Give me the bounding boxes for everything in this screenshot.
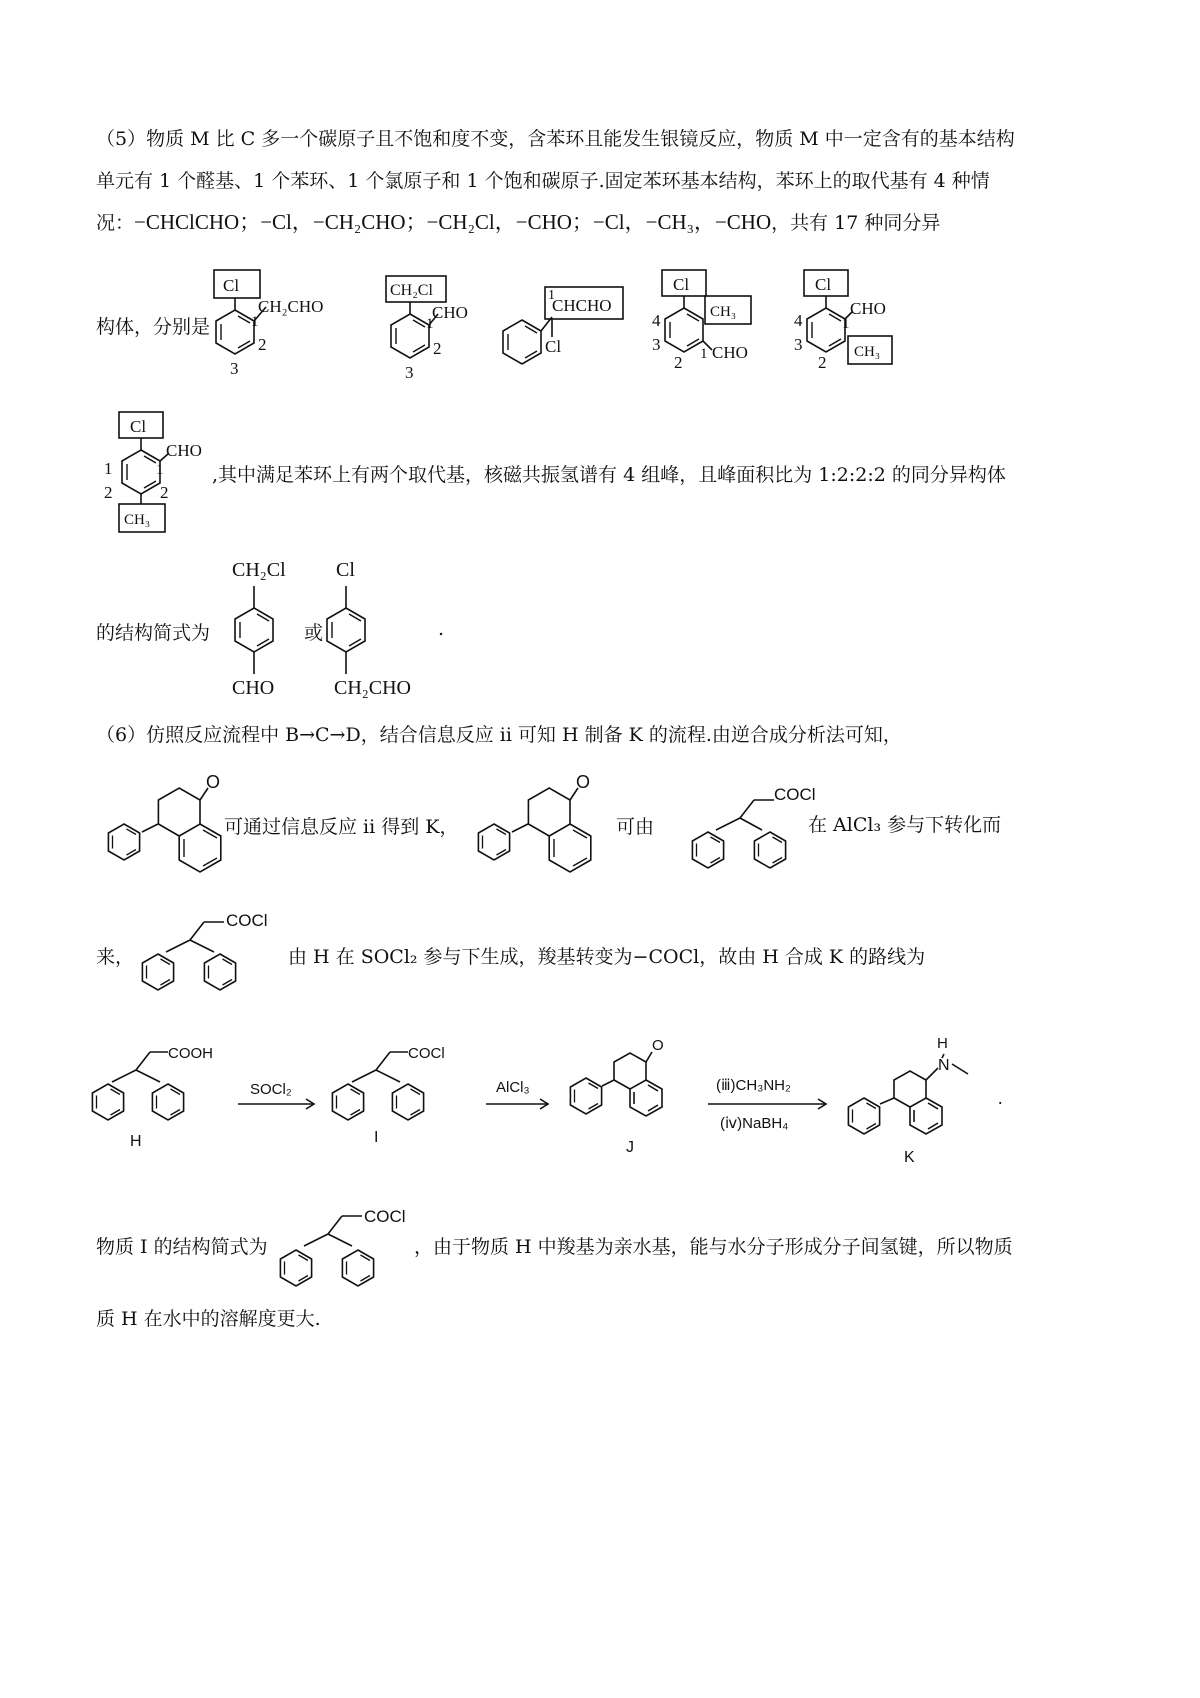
label-i: I [374,1129,379,1146]
answer-structures [216,550,456,710]
label-h: H [130,1133,142,1150]
o-3: O [652,1037,664,1054]
final-line2: 质 H 在水中的溶解度更大. [96,1308,321,1330]
s3-cl: Cl [545,337,562,356]
cooh: COOH [168,1045,213,1062]
text-d: 由 H 在 SOCl₂ 参与下生成，羧基转变为−COCl，故由 H 合成 K 的路线为 [288,946,926,968]
isomer-structure-4 [652,270,751,372]
isomer-structures-row [200,262,1060,386]
text-a: 可通过信息反应 ii 得到 K， [224,816,459,838]
label-j: J [626,1139,634,1156]
s5-box1: Cl [815,275,832,294]
s6-box1: Cl [130,417,147,436]
scheme-end: . [998,1088,1003,1108]
a1-bottom: CHO [232,677,275,699]
o-1: O [206,772,221,792]
text-d-prefix: 来， [96,946,135,968]
s6-box2: CH₃ [124,512,151,528]
step2-reagent: AlCl₃ [496,1079,530,1096]
s4-box2: CH₃ [710,304,737,320]
final-prefix: 物质 I 的结构简式为 [96,1236,268,1258]
s3-n1: 1 [548,288,555,303]
s5-n3: 3 [794,335,803,354]
s1-n3: 3 [230,359,239,378]
a2-top: Cl [336,559,355,581]
s6-n2: 2 [104,483,113,502]
text-c: 在 AlCl₃ 参与下转化而 [808,814,1002,836]
s4-n1: 1 [700,346,708,362]
s4-n2: 2 [674,353,683,372]
answer-structure-1 [232,559,286,699]
compound-i [332,1045,444,1146]
tetralone-structure-1 [108,772,220,872]
compound-j [570,1037,663,1156]
step3-reagent-a: (ⅲ)CH₃NH₂ [716,1077,791,1094]
compound-h [92,1045,213,1150]
s2-n2: 2 [433,339,442,358]
s6-n1b: 1 [156,462,164,478]
a2-bottom: CH₂CHO [334,677,411,699]
s1-sub-text: CH₂CHO [258,297,324,316]
substituent-formulas: −CHClCHO；−Cl，−CH₂CHO；−CH₂Cl，−CHO；−Cl，−CH₃，−CHO [134,210,772,234]
isomer-structure-1 [214,270,323,378]
isomer-structure-6 [96,410,216,540]
s5-n4: 4 [794,311,803,330]
s4-box1: Cl [673,275,690,294]
s6-sub: CHO [166,441,202,460]
label-k: K [904,1149,915,1166]
s4-n4: 4 [652,311,661,330]
isomer-structure-2 [386,276,468,382]
s2-n1: 1 [426,316,434,332]
coci-2: COCl [226,911,268,930]
coci-1: COCl [774,785,816,804]
part5-line3 [96,210,940,235]
diphenyl-acyl-chloride-1 [692,785,815,868]
line3-prefix: 况： [96,212,135,234]
s3-box-text: CHCHO [552,296,612,315]
s4-n3: 3 [652,335,661,354]
compound-i-structure [266,1194,426,1304]
line6-end: . [438,618,445,640]
part5-line4-prefix: 构体，分别是 [96,316,211,338]
s6-n1: 1 [104,459,113,478]
s2-box-text: CH₂Cl [390,282,433,299]
answer-structure-2 [327,559,411,699]
diphenyl-acyl-chloride-2 [130,896,290,1006]
o-2: O [576,772,591,792]
s5-box2: CH₃ [854,344,881,360]
step3-reagent-b: (ⅳ)NaBH₄ [720,1115,789,1132]
part6-line1: （6）仿照反应流程中 B→C→D，结合信息反应 ii 可知 H 制备 K 的流程.由逆合成分析法可知， [96,724,902,746]
s4-sub: CHO [712,343,748,362]
coci-3: COCl [408,1045,445,1062]
s1-n1: 1 [251,314,259,330]
s5-sub: CHO [850,299,886,318]
tetralone-structure-2 [478,772,590,872]
step1-reagent: SOCl₂ [250,1081,292,1098]
part5-line6-prefix: 的结构简式为 [96,622,211,644]
s2-n3: 3 [405,363,414,382]
s2-sub-text: CHO [432,303,468,322]
line3-suffix: ，共有 17 种同分异 [771,212,941,234]
n-atom: N [938,1057,950,1074]
text-b: 可由 [616,816,655,838]
final-suffix: ，由于物质 H 中羧基为亲水基，能与水分子形成分子间氢键，所以物质 [414,1236,1013,1258]
s1-n2: 2 [258,335,267,354]
compound-k [848,1035,968,1166]
part5-line2: 单元有 1 个醛基、1 个苯环、1 个氯原子和 1 个饱和碳原子.固定苯环基本结构，苯环上的取代基有 4 种情 [96,170,990,192]
a1-top: CH₂Cl [232,559,286,581]
reaction-scheme [86,1034,1026,1184]
s6-n2b: 2 [160,483,169,502]
isomer-structure-5 [794,270,892,372]
s1-box-text: Cl [223,276,240,295]
part5-line5: ,其中满足苯环上有两个取代基，核磁共振氢谱有 4 组峰，且峰面积比为 1:2:2:2 的同分异构体 [212,464,1006,486]
nh-atom: H [937,1035,948,1052]
s5-n2: 2 [818,353,827,372]
s5-n1: 1 [842,316,850,332]
coci-4: COCl [364,1207,406,1226]
isomer-structure-3 [503,287,623,364]
part5-line1: （5）物质 M 比 C 多一个碳原子且不饱和度不变，含苯环且能发生银镜反应，物质 M 中一定含有的基本结构 [96,128,1015,150]
or-text: 或 [304,622,324,644]
